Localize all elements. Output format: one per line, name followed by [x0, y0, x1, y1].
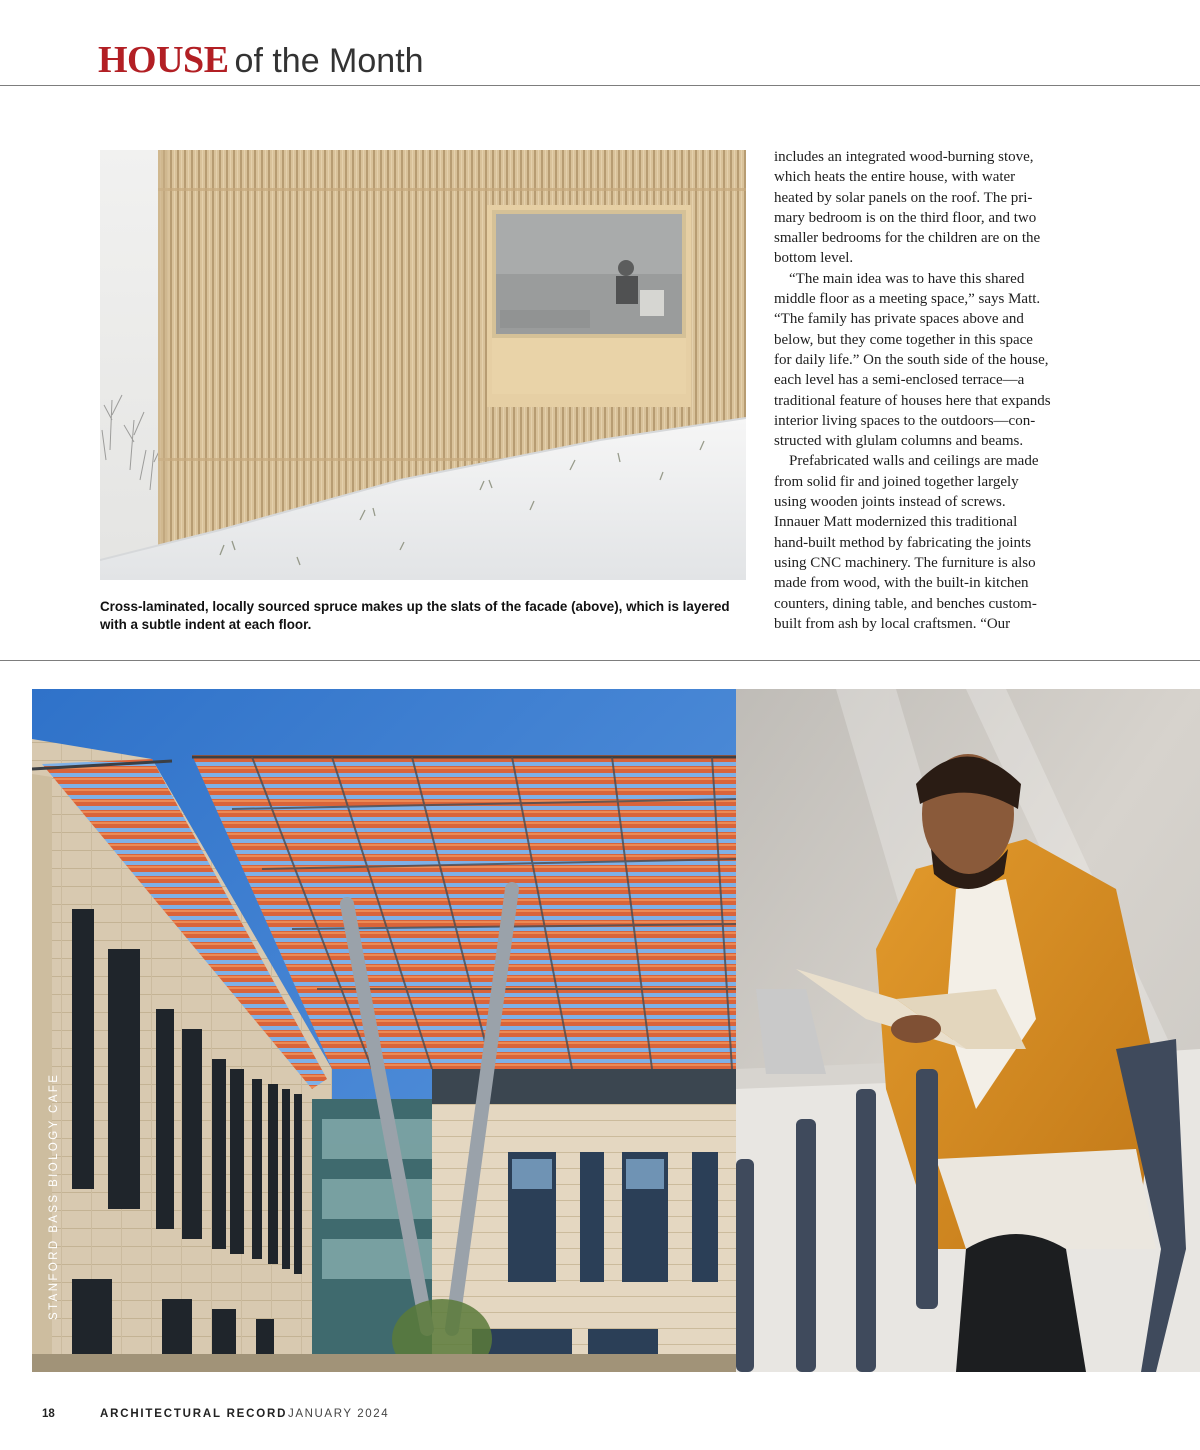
section-title-bold: HOUSE	[98, 39, 229, 81]
article-body	[774, 147, 1086, 634]
house-facade-photo	[100, 150, 746, 580]
article-line: Prefabricated walls and ceilings are made	[774, 453, 1039, 470]
reader-photo	[736, 689, 1200, 1372]
article-line: middle floor as a meeting space,” says Matt.	[774, 291, 1041, 308]
article-line: Innauer Matt modernized this traditional	[774, 514, 1018, 531]
section-title-rest: of the Month	[234, 42, 424, 80]
article-line: hand-built method by fabricating the joints	[774, 534, 1032, 551]
article-line: made from wood, with the built-in kitchen	[774, 575, 1029, 592]
article-line: bottom level.	[774, 250, 854, 267]
article-line: for daily life.” On the south side of the house,	[774, 351, 1049, 368]
page-number: 18	[42, 1408, 55, 1420]
section-header	[98, 38, 424, 84]
photo-credit-caption: STANFORD BASS BIOLOGY CAFE	[48, 1072, 60, 1320]
issue-date: JANUARY 2024	[288, 1408, 390, 1420]
article-line: includes an integrated wood-burning stove,	[774, 149, 1034, 165]
article-line: each level has a semi-enclosed terrace—a	[774, 372, 1025, 389]
article-line: “The main idea was to have this shared	[774, 270, 1025, 287]
article-line: smaller bedrooms for the children are on the	[774, 230, 1041, 247]
article-line: built from ash by local craftsmen. “Our	[774, 615, 1011, 632]
article-line: from solid fir and joined together largely	[774, 473, 1019, 490]
article-line: counters, dining table, and benches custom-	[774, 595, 1037, 612]
cafe-courtyard-photo	[32, 689, 736, 1372]
article-line: below, but they come together in this space	[774, 331, 1033, 348]
article-line: traditional feature of houses here that expands	[774, 392, 1051, 409]
article-line: heated by solar panels on the roof. The pri-	[774, 189, 1033, 206]
article-line: “The family has private spaces above and	[774, 311, 1024, 328]
article-line: which heats the entire house, with water	[774, 169, 1016, 186]
article-line: structed with glulam columns and beams.	[774, 433, 1024, 450]
article-line: using CNC machinery. The furniture is also	[774, 554, 1036, 571]
article-line: interior living spaces to the outdoors—con-	[774, 412, 1036, 429]
photo-caption: Cross-laminated, locally sourced spruce makes up the slats of the facade (above), which is layered with a subtle indent at each floor.	[100, 599, 730, 632]
header-rule	[0, 85, 1200, 86]
article-line: using wooden joints instead of screws.	[774, 494, 1006, 511]
article-line: mary bedroom is on the third floor, and two	[774, 209, 1037, 226]
magazine-name: ARCHITECTURAL RECORD	[100, 1408, 288, 1420]
section-divider-rule	[0, 660, 1200, 661]
